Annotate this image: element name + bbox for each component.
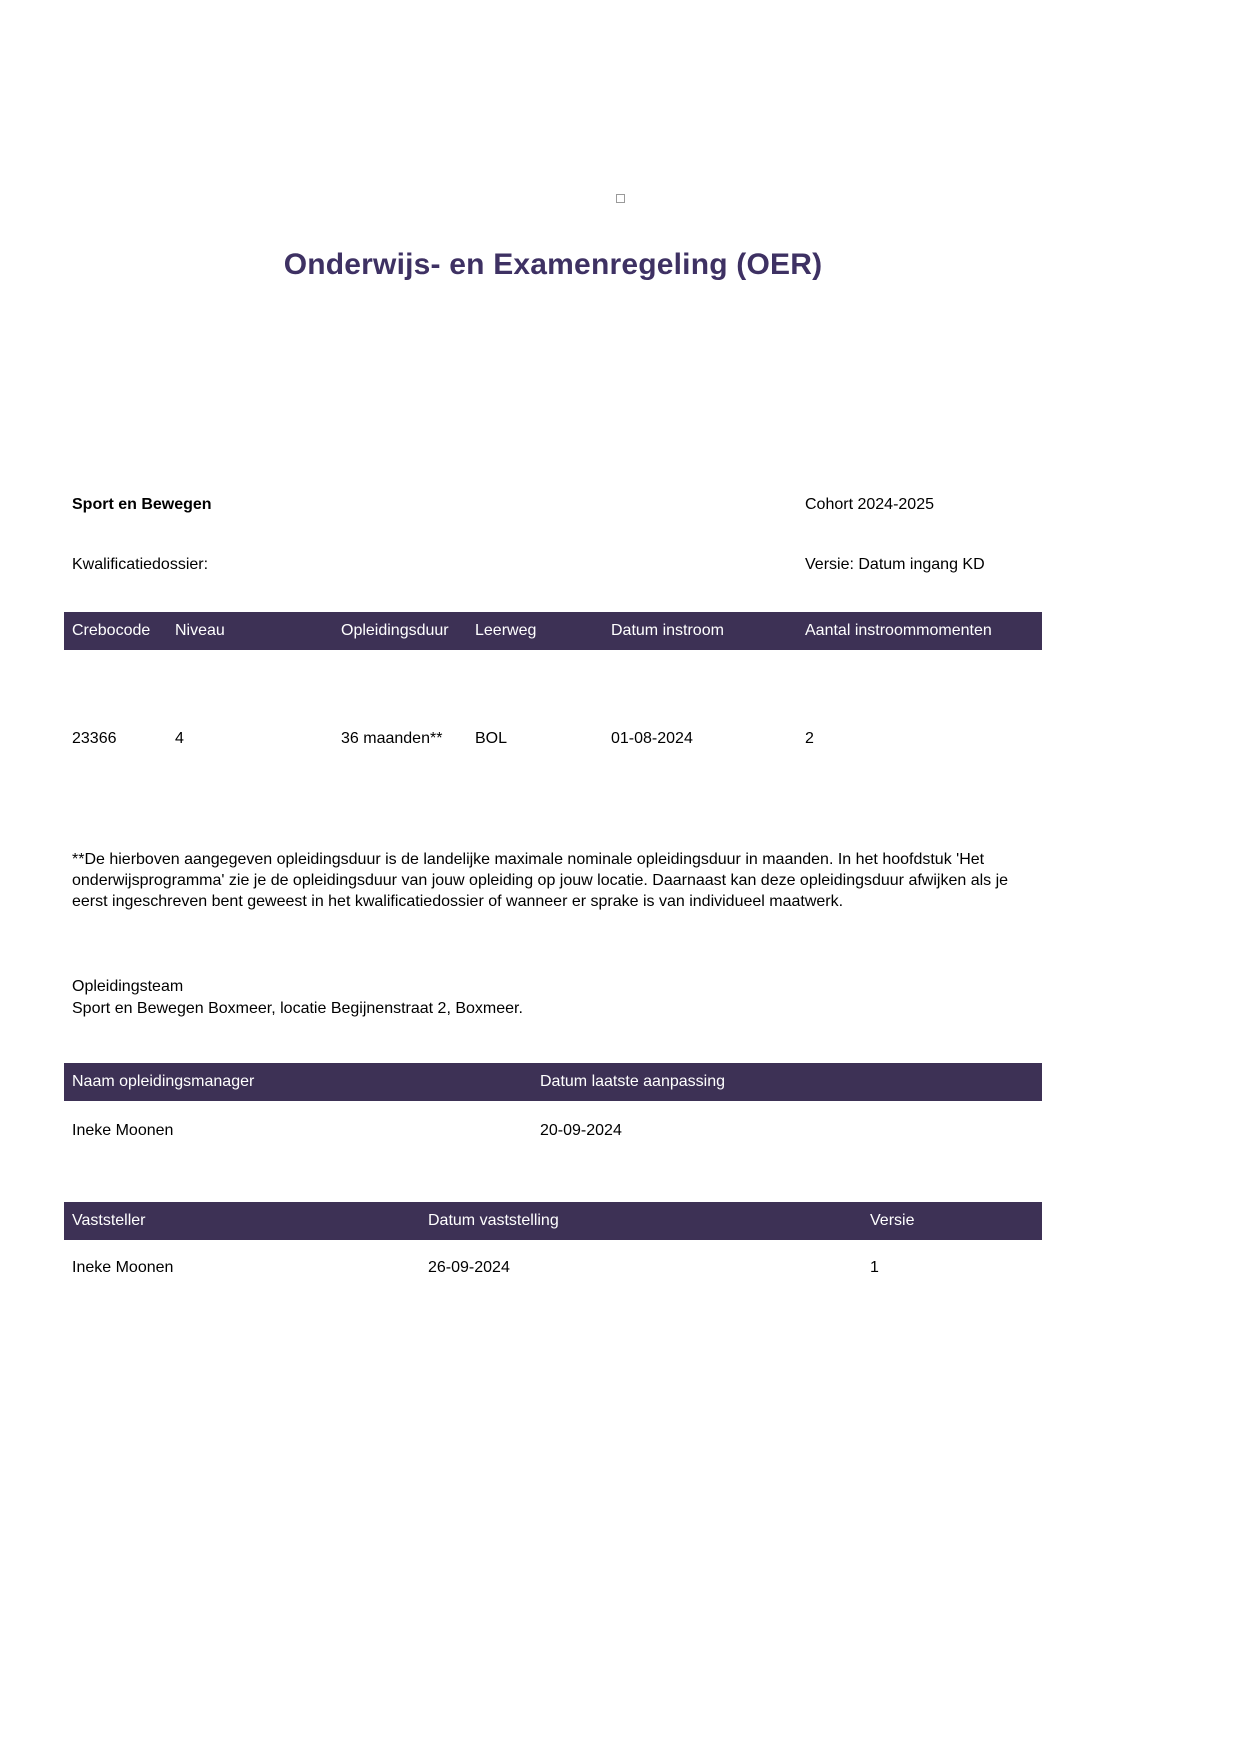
cell-crebocode: 23366 bbox=[72, 730, 117, 747]
page-title: Onderwijs- en Examenregeling (OER) bbox=[283, 248, 823, 281]
cell-vaststeller: Ineke Moonen bbox=[72, 1259, 174, 1276]
program-name: Sport en Bewegen bbox=[72, 496, 212, 513]
manager-table bbox=[64, 1063, 1042, 1140]
cell-niveau: 4 bbox=[175, 730, 184, 747]
dossier-label: Kwalificatiedossier: bbox=[72, 556, 209, 573]
column-header-opleidingsmanager: Naam opleidingsmanager bbox=[72, 1073, 255, 1090]
cell-versie: 1 bbox=[870, 1259, 879, 1276]
column-header-datum-instroom: Datum instroom bbox=[611, 622, 724, 639]
approval-table bbox=[64, 1202, 1042, 1277]
column-header-laatste-aanpassing: Datum laatste aanpassing bbox=[540, 1073, 725, 1090]
approval-table-row bbox=[64, 1240, 1042, 1277]
manager-table-header-row bbox=[64, 1063, 1042, 1101]
team-block bbox=[72, 976, 523, 1020]
duration-note: **De hierboven aangegeven opleidingsduur is de landelijke maximale nominale opleidingsduur in maanden. In het hoofdstuk 'Het onderwijsprogramma' zie je de opleidingsduur van jouw opleiding op jouw locatie. Daarnaast kan deze opleidingsduur afwijken als je eerst ingeschreven bent geweest in het kwalificatiedossier of wanneer er sprake is van individueel maatwerk. bbox=[72, 851, 1009, 910]
cell-instroommomenten: 2 bbox=[805, 730, 814, 747]
crebo-table-row bbox=[64, 650, 1042, 748]
column-header-opleidingsduur: Opleidingsduur bbox=[341, 622, 449, 639]
column-header-datum-vaststelling: Datum vaststelling bbox=[428, 1212, 559, 1229]
manager-table-row bbox=[64, 1101, 1042, 1140]
cohort-label: Cohort 2024-2025 bbox=[805, 496, 934, 513]
cell-opleidingsmanager: Ineke Moonen bbox=[72, 1122, 174, 1139]
column-header-vaststeller: Vaststeller bbox=[72, 1212, 146, 1229]
version-label: Versie: Datum ingang KD bbox=[805, 556, 985, 573]
column-header-leerweg: Leerweg bbox=[475, 622, 537, 639]
team-address: Sport en Bewegen Boxmeer, locatie Begijnenstraat 2, Boxmeer. bbox=[72, 1000, 523, 1017]
image-placeholder-icon bbox=[616, 194, 625, 203]
column-header-crebocode: Crebocode bbox=[72, 622, 151, 639]
cell-datum-instroom: 01-08-2024 bbox=[611, 730, 693, 747]
column-header-niveau: Niveau bbox=[175, 622, 225, 639]
team-label: Opleidingsteam bbox=[72, 978, 184, 995]
crebo-table-header-row bbox=[64, 612, 1042, 650]
cell-leerweg: BOL bbox=[475, 730, 508, 747]
cell-datum-vaststelling: 26-09-2024 bbox=[428, 1259, 510, 1276]
approval-table-header-row bbox=[64, 1202, 1042, 1240]
cell-laatste-aanpassing: 20-09-2024 bbox=[540, 1122, 622, 1139]
column-header-instroommomenten: Aantal instroommomenten bbox=[805, 622, 992, 639]
crebo-table bbox=[64, 612, 1042, 748]
cell-opleidingsduur: 36 maanden** bbox=[341, 730, 443, 747]
column-header-versie: Versie bbox=[870, 1212, 915, 1229]
